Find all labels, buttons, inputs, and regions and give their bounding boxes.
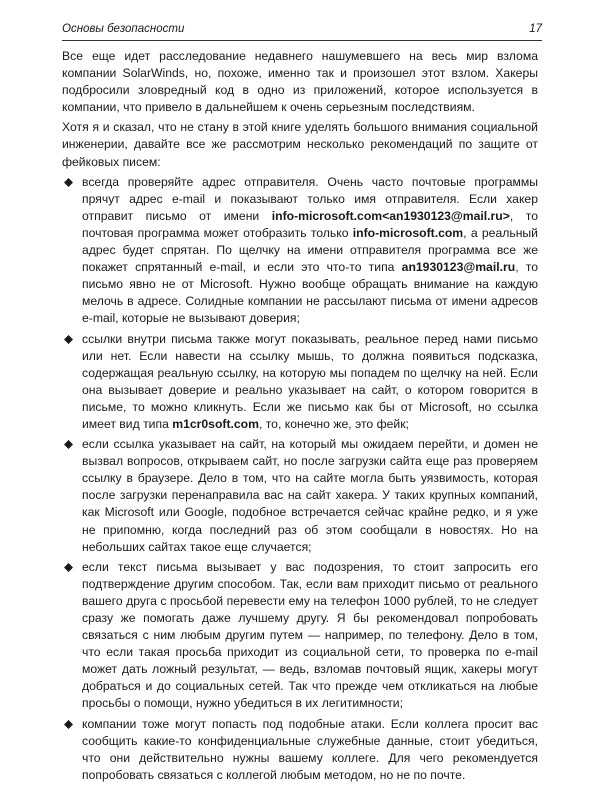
list-item	[62, 174, 538, 328]
diamond-bullet-icon	[64, 720, 73, 729]
bold-domain: info-microsoft.com	[352, 225, 464, 240]
diamond-bullet-icon	[64, 440, 73, 449]
diamond-bullet-icon	[64, 335, 73, 344]
page-number: 17	[529, 23, 542, 35]
diamond-bullet-icon	[64, 178, 73, 187]
bold-email: an1930123@mail.ru	[401, 260, 516, 275]
item-text: если ссылка указывает на сайт, на который мы ожидаем перейти, и домен не вызвал вопросов, открываем сайт, но после загрузки сайта еще раз проверяем ссылку в браузере. Дело в том, что на сайте могла быть уязвимость, которая после загрузки перенаправила вас на сайт хакера. У таких крупных компаний, как Microsoft или Google, подобное встречается сейчас крайне редко, и я уже не припомню, когда последний раз об этом сообщали в новостях. Но на небольших сайтах такое еще случается;	[82, 437, 538, 554]
item-text: , а реальный адрес будет спрятан. По щелчку на имени отправителя программа все же покажет спрятанный e-mail, и если это что-то типа	[82, 225, 538, 275]
running-header	[62, 22, 542, 41]
diamond-bullet-icon	[64, 563, 73, 572]
paragraph-2: Хотя я и сказал, что не стану в этой книге уделять большого внимания социальной инженерии, давайте все же рассмотрим несколько рекомендаций по защите от фейковых писем:	[62, 120, 538, 169]
page-body	[62, 48, 538, 787]
item-text: всегда проверяйте адрес отправителя. Очень часто почтовые программы прячут адрес e-mail и показывают только имя отправителя. Если хакер отправит письмо от имени	[82, 174, 538, 223]
chapter-title: Основы безопасности	[62, 23, 185, 35]
item-text: если текст письма вызывает у вас подозрения, то стоит запросить его подтверждение другим способом. Так, если вам приходит письмо от реального вашего друга с просьбой перевести ему на телефон 1000 рублей, то не следует сразу же помогать даже лучшему другу. Я бы рекомендовал попробовать связаться с ним любым другим путем — например, по телефону. Дело в том, что если такая просьба приходит из социальной сети, то проверка по e-mail может дать ложный результат, — ведь, взломав почтовый ящик, хакеры могут добраться и до социальных сетей. Так что прежде чем откликаться на любые просьбы о помощи, нужно убедиться в их легитимности;	[82, 559, 538, 711]
list-item	[62, 331, 538, 434]
item-text: , то письмо явно не от Microsoft. Нужно вообще обращать внимание на каждую мелочь в адресе. Солидные компании не рассылают письма от имени адресов e-mail, которые не вызывают доверия;	[82, 260, 539, 326]
list-item	[62, 436, 538, 556]
item-text: , то, конечно же, это фейк;	[258, 416, 409, 431]
bold-fake-domain: m1cr0soft.com	[172, 416, 259, 431]
item-text: ссылки внутри письма также могут показывать, реальное перед нами письмо или нет. Если навести на ссылку мышь, то должна появиться подсказка, содержащая реальную ссылку, на которую мы попадем по щелчку на ней. Если она вызывает доверие и реально указывает на сайт, о котором говорится в письме, то можно кликнуть. Если же письмо как бы от Microsoft, но ссылка имеет вид типа	[82, 331, 538, 431]
list-item	[62, 559, 538, 713]
paragraph-1: Все еще идет расследование недавнего нашумевшего на весь мир взлома компании SolarWinds, но, похоже, именно так и произошел этот взлом. Хакеры подбросили зловредный код в одно из приложений, которое используется в компании, что привело в дальнейшем к очень серьезным последствиям.	[62, 49, 538, 115]
item-text: компании тоже могут попасть под подобные атаки. Если коллега просит вас сообщить какие-то конфиденциальные служебные данные, стоит убедиться, что они действительно нужны вашему коллеге. Для чего рекомендуется попробовать связаться с коллегой любым методом, но не по почте.	[82, 716, 538, 782]
bold-address: info-microsoft.com<an1930123@mail.ru>	[271, 208, 510, 223]
item-text: , то почтовая программа может отобразить только	[82, 208, 538, 240]
recommendations-list	[62, 174, 538, 784]
